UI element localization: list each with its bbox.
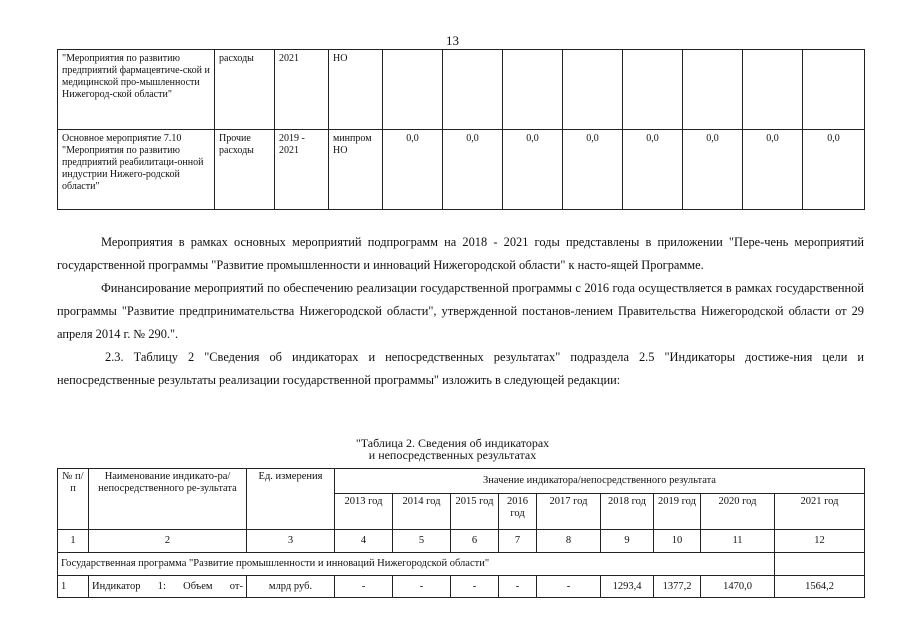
program-row [58, 553, 865, 576]
indicator-value: 1564,2 [775, 576, 865, 598]
activity-name: "Мероприятия по развитию предприятий фармацевтиче-ской и медицинской про-мышленности Нижегород-ской области" [58, 50, 215, 130]
value-cell [803, 50, 865, 130]
indicator-unit: млрд руб. [247, 576, 335, 598]
value-cell [383, 50, 443, 130]
indicator-value: 1293,4 [601, 576, 654, 598]
table-row [58, 130, 865, 210]
column-number: 12 [775, 530, 865, 553]
column-number: 1 [58, 530, 89, 553]
indicator-value: - [537, 576, 601, 598]
expense-type: расходы [215, 50, 275, 130]
value-cell: 0,0 [383, 130, 443, 210]
header-row [58, 469, 865, 494]
value-cell [503, 50, 563, 130]
activity-name: Основное мероприятие 7.10 "Мероприятия по развитию предприятий реабилитаци-онной индустрии Нижего-родской области" [58, 130, 215, 210]
table-row [58, 50, 865, 130]
indicator-value: - [499, 576, 537, 598]
year-header: 2013 год [335, 494, 393, 530]
indicator-name-part: Объем [183, 580, 213, 592]
col-header-num: № п/п [58, 469, 89, 530]
year-header: 2019 год [654, 494, 701, 530]
year-header: 2015 год [451, 494, 499, 530]
period: 2021 [275, 50, 329, 130]
value-cell [443, 50, 503, 130]
year-header: 2018 год [601, 494, 654, 530]
column-number: 7 [499, 530, 537, 553]
period: 2019 - 2021 [275, 130, 329, 210]
value-cell: 0,0 [803, 130, 865, 210]
value-cell: 0,0 [623, 130, 683, 210]
expense-type: Прочие расходы [215, 130, 275, 210]
value-cell: 0,0 [683, 130, 743, 210]
table-row [58, 576, 865, 598]
indicator-value: 1470,0 [701, 576, 775, 598]
caption-line: и непосредственных результатах [368, 448, 537, 462]
column-number: 4 [335, 530, 393, 553]
paragraph: 2.3. Таблицу 2 "Сведения об индикаторах и непосредственных результатах" подраздела 2.5 "Индикаторы достиже-ния цели и непосредственные результаты реализации государственной программы" изложить в следующей редакции: [57, 350, 864, 387]
value-cell [623, 50, 683, 130]
indicator-name-part: от- [229, 580, 243, 592]
indicator-name [89, 576, 247, 598]
executor: минпром НО [329, 130, 383, 210]
paragraph: Мероприятия в рамках основных мероприятий подпрограмм на 2018 - 2021 годы представлены в приложении "Пере-чень мероприятий государственной программы "Развитие промышленности и инноваций Нижегородской области" к насто-ящей Программе. [57, 235, 864, 272]
table-caption [0, 437, 905, 461]
body-text [57, 231, 864, 392]
year-header: 2021 год [775, 494, 865, 530]
empty-cell [775, 553, 865, 576]
indicator-name-part: 1: [157, 580, 166, 592]
col-header-values-group: Значение индикатора/непосредственного результата [335, 469, 865, 494]
column-number: 10 [654, 530, 701, 553]
column-number: 11 [701, 530, 775, 553]
value-cell: 0,0 [563, 130, 623, 210]
value-cell: 0,0 [743, 130, 803, 210]
column-number: 8 [537, 530, 601, 553]
column-number: 2 [89, 530, 247, 553]
program-title: Государственная программа "Развитие промышленности и инноваций Нижегородской области" [58, 553, 775, 576]
year-header: 2016 год [499, 494, 537, 530]
value-cell [563, 50, 623, 130]
indicator-value: - [393, 576, 451, 598]
indicator-num: 1 [58, 576, 89, 598]
year-header: 2020 год [701, 494, 775, 530]
year-header: 2017 год [537, 494, 601, 530]
indicator-value: 1377,2 [654, 576, 701, 598]
value-cell: 0,0 [503, 130, 563, 210]
indicators-table [57, 468, 865, 598]
column-number: 3 [247, 530, 335, 553]
indicator-value: - [335, 576, 393, 598]
column-number: 6 [451, 530, 499, 553]
page-number: 13 [446, 33, 459, 48]
value-cell [683, 50, 743, 130]
column-number: 5 [393, 530, 451, 553]
paragraph: Финансирование мероприятий по обеспечению реализации государственной программы с 2016 года осуществляется в рамках государственной программы "Развитие предпринимательства Нижегородской области", утвержденной постанов-лением Правительства Нижегородской области от 29 апреля 2014 г. № 290.". [57, 281, 864, 341]
indicator-name-part: Индикатор [92, 580, 141, 592]
col-header-name: Наименование индикато-ра/непосредственного ре-зультата [89, 469, 247, 530]
column-number: 9 [601, 530, 654, 553]
col-header-unit: Ед. измерения [247, 469, 335, 530]
indicator-value: - [451, 576, 499, 598]
activities-table [57, 49, 865, 210]
column-numbers-row [58, 530, 865, 553]
value-cell: 0,0 [443, 130, 503, 210]
year-header: 2014 год [393, 494, 451, 530]
value-cell [743, 50, 803, 130]
executor: НО [329, 50, 383, 130]
caption-line: "Таблица 2. Сведения об индикаторах [355, 436, 550, 450]
